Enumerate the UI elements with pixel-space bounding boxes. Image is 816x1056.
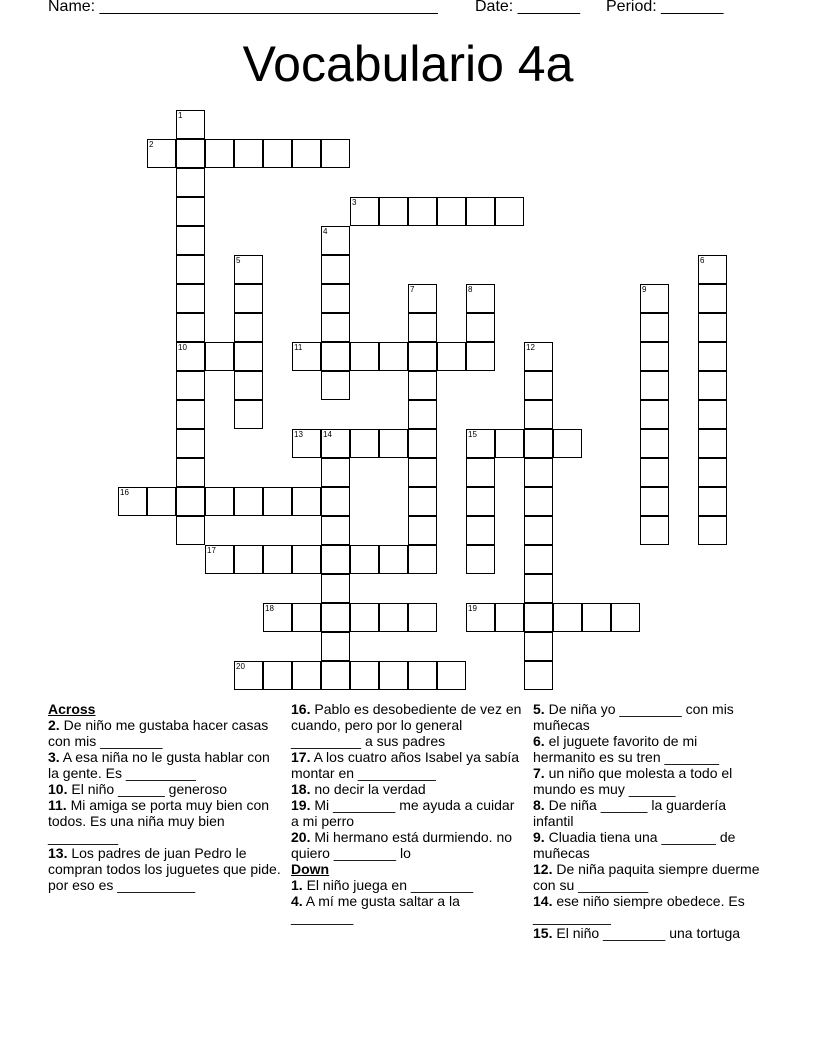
clue-number-label: 15. [533,925,553,941]
clue-number: 16 [120,488,129,497]
clue-number: 3 [352,198,357,207]
grid-cell[interactable] [118,487,147,516]
grid-cell[interactable] [176,487,205,516]
grid-cell[interactable] [292,603,321,632]
clue-text: el juguete favorito de mi hermanito es su tren _______ [533,733,720,765]
grid-cell[interactable] [321,139,350,168]
clue-number-label: 17. [291,749,311,765]
grid-cell[interactable] [176,342,205,371]
grid-cell[interactable] [640,284,669,313]
grid-cell[interactable] [524,458,553,487]
grid-cell[interactable] [147,139,176,168]
grid-cell[interactable] [466,197,495,226]
clue-number: 6 [700,256,705,265]
clue-item [291,797,526,829]
clue-number: 15 [468,430,477,439]
clue-number-label: 9. [533,829,545,845]
grid-cell[interactable] [582,603,611,632]
clue-number: 11 [294,343,303,352]
clue-number-label: 14. [533,893,553,909]
grid-cell[interactable] [379,661,408,690]
grid-cell[interactable] [408,400,437,429]
clue-text: Mi ________ me ayuda a cuidar a mi perro [291,797,515,829]
grid-cell[interactable] [698,284,727,313]
down-heading: Down [291,861,330,877]
grid-cell[interactable] [698,313,727,342]
clue-number: 17 [207,546,216,555]
grid-cell[interactable] [321,429,350,458]
clue-number-label: 3. [48,749,60,765]
grid-cell[interactable] [640,371,669,400]
grid-cell[interactable] [524,342,553,371]
grid-cell[interactable] [263,661,292,690]
clue-number: 12 [526,343,535,352]
grid-cell[interactable] [408,429,437,458]
grid-cell[interactable] [321,574,350,603]
name-blank: ______________________________________ [99,0,438,15]
grid-cell[interactable] [437,661,466,690]
grid-cell[interactable] [263,603,292,632]
clue-item [48,717,283,749]
grid-cell[interactable] [321,255,350,284]
grid-cell[interactable] [466,458,495,487]
clue-number: 18 [265,604,274,613]
grid-cell[interactable] [640,342,669,371]
grid-cell[interactable] [350,429,379,458]
grid-cell[interactable] [466,342,495,371]
grid-cell[interactable] [205,545,234,574]
grid-cell[interactable] [466,516,495,545]
grid-cell[interactable] [234,487,263,516]
grid-cell[interactable] [292,487,321,516]
across-clue-list-cont [291,701,526,861]
grid-cell[interactable] [640,458,669,487]
clue-text: De niña paquita siempre duerme con su _________ [533,861,760,893]
clue-number-label: 8. [533,797,545,813]
grid-cell[interactable] [379,197,408,226]
grid-cell[interactable] [321,516,350,545]
grid-cell[interactable] [292,661,321,690]
clue-number-label: 10. [48,781,68,797]
grid-cell[interactable] [176,255,205,284]
clue-number-label: 19. [291,797,311,813]
clue-number-label: 12. [533,861,553,877]
grid-cell[interactable] [640,487,669,516]
grid-cell[interactable] [437,342,466,371]
grid-cell[interactable] [292,545,321,574]
grid-cell[interactable] [698,429,727,458]
clue-item [533,925,761,941]
grid-cell[interactable] [234,139,263,168]
clue-text: ese niño siempre obedece. Es __________ [533,893,745,925]
grid-cell[interactable] [408,487,437,516]
grid-cell[interactable] [524,429,553,458]
grid-cell[interactable] [437,197,466,226]
clue-number: 14 [323,430,332,439]
grid-cell[interactable] [176,284,205,313]
clue-number: 4 [323,227,328,236]
grid-cell[interactable] [495,197,524,226]
grid-cell[interactable] [263,545,292,574]
clue-number-label: 13. [48,845,68,861]
grid-cell[interactable] [379,429,408,458]
clue-number: 20 [236,662,245,671]
clue-text: A esa niña no le gusta hablar con la gente. Es _________ [48,749,270,781]
clue-number-label: 16. [291,701,311,717]
grid-cell[interactable] [408,545,437,574]
clue-item [533,733,761,765]
grid-cell[interactable] [698,487,727,516]
clues-column-1 [48,701,283,893]
grid-cell[interactable] [408,371,437,400]
grid-cell[interactable] [321,458,350,487]
grid-cell[interactable] [408,516,437,545]
clue-text: El niño juega en ________ [302,877,474,893]
grid-cell[interactable] [466,603,495,632]
grid-cell[interactable] [321,603,350,632]
grid-cell[interactable] [466,284,495,313]
grid-cell[interactable] [205,342,234,371]
grid-cell[interactable] [640,429,669,458]
clue-item [533,797,761,829]
grid-cell[interactable] [495,603,524,632]
clue-item [291,749,526,781]
grid-cell[interactable] [524,371,553,400]
clue-number: 13 [294,430,303,439]
clue-item [48,749,283,781]
grid-cell[interactable] [466,313,495,342]
grid-cell[interactable] [524,632,553,661]
grid-cell[interactable] [263,139,292,168]
clue-text: Pablo es desobediente de vez en cuando, pero por lo general _________ a sus padres [291,701,522,749]
grid-cell[interactable] [176,516,205,545]
grid-cell[interactable] [698,400,727,429]
grid-cell[interactable] [640,516,669,545]
grid-cell[interactable] [640,400,669,429]
grid-cell[interactable] [292,429,321,458]
clue-number: 8 [468,285,473,294]
clue-number-label: 7. [533,765,545,781]
clue-number: 2 [149,140,154,149]
clue-text: El niño ________ una tortuga [552,925,741,941]
across-clue-list [48,717,283,893]
clue-number-label: 6. [533,733,545,749]
grid-cell[interactable] [495,429,524,458]
grid-cell[interactable] [524,487,553,516]
grid-cell[interactable] [176,139,205,168]
down-clue-list-cont [533,701,761,941]
clue-number-label: 2. [48,717,60,733]
grid-cell[interactable] [379,342,408,371]
grid-cell[interactable] [524,603,553,632]
clue-item [48,781,283,797]
grid-cell[interactable] [321,313,350,342]
clue-text: no decir la verdad [310,781,426,797]
grid-cell[interactable] [263,487,292,516]
grid-cell[interactable] [408,661,437,690]
clue-item [291,781,526,797]
grid-cell[interactable] [524,661,553,690]
grid-cell[interactable] [176,371,205,400]
grid-cell[interactable] [234,400,263,429]
grid-cell[interactable] [379,545,408,574]
grid-cell[interactable] [205,139,234,168]
clue-number: 7 [410,285,415,294]
grid-cell[interactable] [408,197,437,226]
grid-cell[interactable] [379,603,408,632]
clue-number-label: 18. [291,781,311,797]
clue-item [48,797,283,845]
grid-cell[interactable] [408,603,437,632]
clue-text: A los cuatro años Isabel ya sabía montar en __________ [291,749,520,781]
grid-cell[interactable] [147,487,176,516]
clues-column-2 [291,701,526,925]
clue-item [533,765,761,797]
clue-number: 1 [178,111,183,120]
grid-cell[interactable] [234,661,263,690]
grid-cell[interactable] [350,197,379,226]
grid-cell[interactable] [524,400,553,429]
grid-cell[interactable] [176,429,205,458]
grid-cell[interactable] [176,400,205,429]
grid-cell[interactable] [205,487,234,516]
clue-number: 19 [468,604,477,613]
clue-item [533,893,761,925]
date-label: Date: [475,0,518,15]
grid-cell[interactable] [234,545,263,574]
clue-item [291,877,526,893]
clue-number: 10 [178,343,187,352]
grid-cell[interactable] [234,313,263,342]
grid-cell[interactable] [292,342,321,371]
grid-cell[interactable] [234,255,263,284]
grid-cell[interactable] [350,545,379,574]
grid-cell[interactable] [698,342,727,371]
page-title: Vocabulario 4a [242,36,574,92]
down-clue-list [291,877,526,925]
clue-text: Mi amiga se porta muy bien con todos. Es una niña muy bien _________ [48,797,270,845]
clue-text: A mí me gusta saltar a la ________ [291,893,460,925]
grid-cell[interactable] [176,313,205,342]
grid-cell[interactable] [466,545,495,574]
clue-text: Los padres de juan Pedro le compran todos los juguetes que pide. por eso es __________ [48,845,281,893]
clues-column-3 [533,701,761,941]
grid-cell[interactable] [321,226,350,255]
grid-cell[interactable] [698,255,727,284]
grid-cell[interactable] [321,487,350,516]
grid-cell[interactable] [176,458,205,487]
clue-text: Mi hermano está durmiendo. no quiero ________ lo [291,829,513,861]
grid-cell[interactable] [234,284,263,313]
clue-number: 9 [642,285,647,294]
grid-cell[interactable] [640,313,669,342]
period-label: Period: [606,0,662,15]
grid-cell[interactable] [321,342,350,371]
clue-number-label: 5. [533,701,545,717]
grid-cell[interactable] [176,197,205,226]
clue-item [533,861,761,893]
grid-cell[interactable] [350,342,379,371]
grid-cell[interactable] [321,632,350,661]
grid-cell[interactable] [466,487,495,516]
clue-number-label: 4. [291,893,303,909]
grid-cell[interactable] [408,458,437,487]
across-heading: Across [48,701,96,717]
grid-cell[interactable] [321,661,350,690]
grid-cell[interactable] [408,313,437,342]
clue-item [291,829,526,861]
grid-cell[interactable] [176,226,205,255]
grid-cell[interactable] [350,661,379,690]
name-label: Name: [48,0,100,15]
grid-cell[interactable] [321,371,350,400]
grid-cell[interactable] [408,284,437,313]
grid-cell[interactable] [408,342,437,371]
grid-cell[interactable] [524,545,553,574]
clue-text: El niño ______ generoso [67,781,228,797]
date-blank: _______ [517,0,580,15]
clue-item [48,845,283,893]
grid-cell[interactable] [176,168,205,197]
grid-cell[interactable] [698,371,727,400]
grid-cell[interactable] [176,110,205,139]
grid-cell[interactable] [524,516,553,545]
grid-cell[interactable] [234,371,263,400]
clue-item [533,829,761,861]
clue-number-label: 1. [291,877,303,893]
clue-number-label: 20. [291,829,311,845]
grid-cell[interactable] [321,284,350,313]
clue-text: Cluadia tiena una _______ de muñecas [533,829,736,861]
grid-cell[interactable] [553,603,582,632]
grid-cell[interactable] [350,603,379,632]
grid-cell[interactable] [698,458,727,487]
clue-text: un niño que molesta a todo el mundo es muy ______ [533,765,733,797]
clue-text: De niña ______ la guardería infantil [533,797,727,829]
clue-text: De niño me gustaba hacer casas con mis ________ [48,717,269,749]
grid-cell[interactable] [466,429,495,458]
grid-cell[interactable] [611,603,640,632]
period-blank: _______ [661,0,724,15]
grid-cell[interactable] [292,139,321,168]
clue-item [291,893,526,925]
grid-cell[interactable] [524,574,553,603]
clue-number-label: 11. [48,797,67,813]
grid-cell[interactable] [234,342,263,371]
grid-cell[interactable] [553,429,582,458]
clue-item [533,701,761,733]
clue-number: 5 [236,256,241,265]
grid-cell[interactable] [698,516,727,545]
clue-text: De niña yo ________ con mis muñecas [533,701,734,733]
grid-cell[interactable] [321,545,350,574]
clue-item [291,701,526,749]
